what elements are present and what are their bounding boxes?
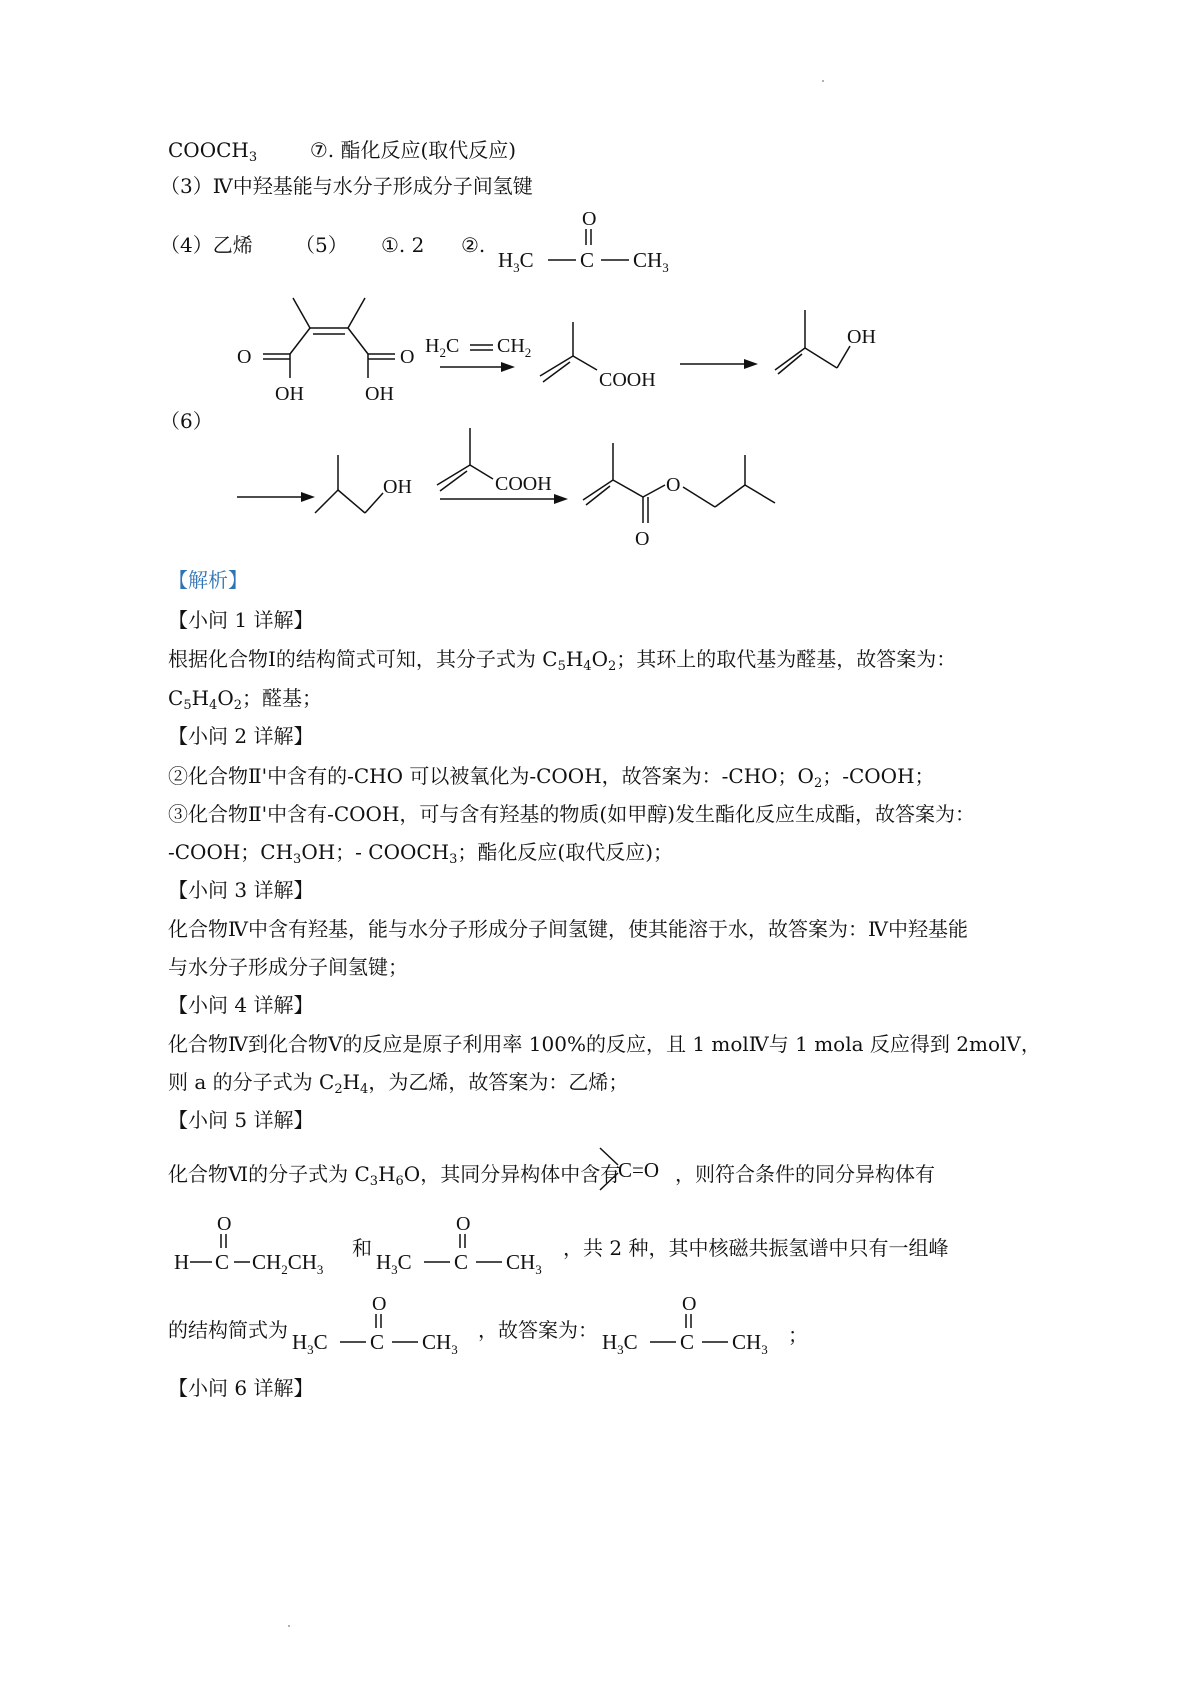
svg-text:H3C: $H_3C$ [376,1250,412,1277]
svg-text:C=O: C=O [618,1158,660,1182]
scan-dot [288,1625,290,1627]
analysis-title: 【解析】 [168,568,248,592]
synthesis-route-row-2 [225,425,865,555]
svg-text:OH: OH [383,476,412,498]
q2-line-1: ②化合物Ⅱ'中含有的-CHO 可以被氧化为-COOH，故答案为：-CHO；$O_2$；-COOH； [168,764,935,791]
svg-text:H: H [174,1250,190,1274]
q4-line-2: 则 a 的分子式为 $C_2H_4$，为乙烯，故答案为：乙烯； [168,1070,629,1097]
propanal-structure [172,1212,342,1277]
svg-text:CH3: $CH_3$ [633,248,669,275]
carbonyl-group-structure [592,1145,672,1195]
svg-text:H2C: $H_2C$ [425,335,460,360]
svg-text:C: C [370,1330,385,1354]
svg-text:CH2CH3: $CH_2CH_3$ [252,1250,324,1277]
q2-line-2: ③化合物Ⅱ'中含有-COOH，可与含有羟基的物质(如甲醇)发生酯化反应生成酯，故答案为： [168,802,975,826]
q5-line-3-start: 的结构简式为 [168,1318,288,1342]
scan-dot [822,80,824,82]
answer-line-1: $COOCH_3$ ⑦. 酯化反应(取代反应) [168,138,517,165]
oxygen-label: O [582,208,597,230]
q4-heading: 【小问 4 详解】 [168,993,314,1017]
svg-text:CH2: $CH_2$ [497,335,532,360]
and-text: 和 [352,1236,372,1260]
svg-text:OH: OH [365,383,394,405]
q1-line-2: $C_5H_4O_2$；醛基； [168,686,323,713]
svg-text:C: C [454,1250,469,1274]
acetone-structure [372,1212,562,1277]
synthesis-route-row-1 [225,290,905,420]
acetone-structure [288,1292,478,1357]
q3-heading: 【小问 3 详解】 [168,878,314,902]
svg-text:H3C: $H_3C$ [498,248,534,275]
svg-text:H3C: $H_3C$ [602,1330,638,1357]
answer-5-2: ②. [461,233,486,257]
svg-text:CH3: $CH_3$ [422,1330,458,1357]
q3-line-2: 与水分子形成分子间氢键； [168,955,408,979]
q4-line-1: 化合物Ⅳ到化合物Ⅴ的反应是原子利用率 100%的反应，且 1 molⅣ与 1 mola 反应得到 2molV， [168,1032,1041,1056]
svg-text:O: O [217,1213,232,1235]
answer-5-1: ①. 2 [381,233,425,257]
svg-text:COOH: COOH [599,369,656,391]
acetone-structure [496,205,686,275]
q2-line-3: -COOH；$CH_3OH$；- $COOCH_3$；酯化反应(取代反应)； [168,840,674,867]
answer-5-label: （5） [295,233,348,257]
svg-text:O: O [635,528,650,550]
svg-text:C: C [215,1250,230,1274]
q6-label: （6） [160,409,213,433]
svg-text:C: C [580,248,595,272]
q5-line-1: 化合物Ⅵ的分子式为 $C_3H_6O$，其同分异构体中含有 [168,1162,621,1189]
svg-text:O: O [456,1213,471,1235]
acetone-structure [598,1292,788,1357]
q5-line-3-middle: ，故答案为： [478,1318,598,1342]
q5-line-3-end: ； [788,1323,808,1347]
q6-heading: 【小问 6 详解】 [168,1376,314,1400]
svg-text:C: C [680,1330,695,1354]
svg-text:H3C: $H_3C$ [292,1330,328,1357]
answer-4: （4）乙烯 [160,233,253,257]
q5-line-1-end: ，则符合条件的同分异构体有 [675,1162,935,1186]
q2-heading: 【小问 2 详解】 [168,724,314,748]
svg-text:COOH: COOH [495,473,552,495]
svg-text:CH3: $CH_3$ [732,1330,768,1357]
svg-text:OH: OH [847,326,876,348]
svg-text:O: O [400,346,415,368]
q5-heading: 【小问 5 详解】 [168,1108,314,1132]
q5-line-2-end: ，共 2 种，其中核磁共振氢谱中只有一组峰 [563,1236,949,1260]
q3-line-1: 化合物Ⅳ中含有羟基，能与水分子形成分子间氢键，使其能溶于水，故答案为：Ⅳ中羟基能 [168,917,968,941]
svg-text:O: O [682,1293,697,1315]
svg-text:O: O [237,346,252,368]
svg-text:O: O [666,474,681,496]
svg-text:OH: OH [275,383,304,405]
answer-line-2: （3）Ⅳ中羟基能与水分子形成分子间氢键 [160,174,533,198]
svg-text:O: O [372,1293,387,1315]
q1-heading: 【小问 1 详解】 [168,608,314,632]
q1-line-1: 根据化合物Ⅰ的结构简式可知，其分子式为 $C_5H_4O_2$；其环上的取代基为醛基，故答案为： [168,647,957,674]
svg-text:CH3: $CH_3$ [506,1250,542,1277]
